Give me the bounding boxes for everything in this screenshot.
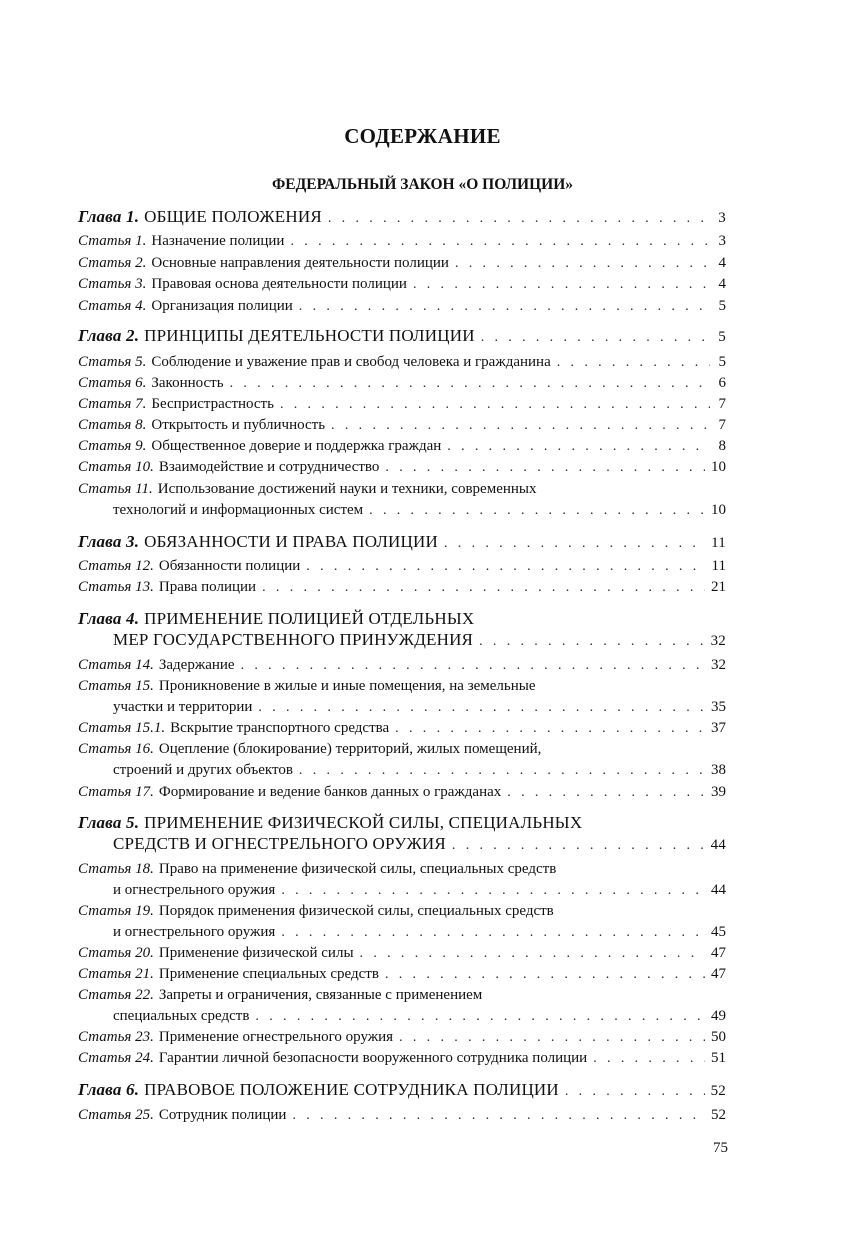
toc-article (78, 739, 726, 759)
toc-page-number: 49 (711, 1008, 726, 1024)
toc-page-number: 52 (710, 1083, 726, 1099)
article-title: Порядок применения физической силы, специальных средств (158, 903, 554, 919)
article-title: Применение физической силы (158, 945, 354, 961)
title-continuation: специальных средств (113, 1008, 250, 1024)
toc-chapter (78, 532, 726, 552)
toc-page-number: 44 (710, 837, 726, 853)
chapter-title: ПРАВОВОЕ ПОЛОЖЕНИЕ СОТРУДНИКА ПОЛИЦИИ (144, 1080, 559, 1099)
article-title: Беспристрастность (151, 396, 274, 412)
toc-article (78, 274, 726, 294)
toc-page-number: 52 (711, 1107, 726, 1123)
chapter-title: ПРИМЕНЕНИЕ ФИЗИЧЕСКОЙ СИЛЫ, СПЕЦИАЛЬНЫХ (144, 813, 583, 832)
toc-article (78, 296, 726, 316)
toc-article (78, 373, 726, 393)
toc-article (78, 782, 726, 802)
toc-page-number: 32 (710, 633, 726, 649)
dot-leader (280, 395, 710, 415)
chapter-title: ПРИНЦИПЫ ДЕЯТЕЛЬНОСТИ ПОЛИЦИИ (144, 326, 475, 345)
title-continuation: технологий и информационных систем (113, 502, 364, 518)
article-label: Статья 2. (78, 255, 147, 271)
chapter-title: ПРИМЕНЕНИЕ ПОЛИЦИЕЙ ОТДЕЛЬНЫХ (144, 609, 475, 628)
chapter-label: Глава 6. (78, 1080, 140, 1099)
dot-leader (360, 944, 705, 964)
article-label: Статья 19. (78, 903, 154, 919)
title-continuation: и огнестрельного оружия (113, 924, 276, 940)
article-title: Правовая основа деятельности полиции (151, 276, 407, 292)
article-label: Статья 10. (78, 459, 154, 475)
toc-page-number: 44 (711, 882, 726, 898)
article-title: Право на применение физической силы, специальных средств (158, 861, 557, 877)
toc-article-continuation (78, 500, 726, 520)
article-label: Статья 23. (78, 1029, 154, 1045)
dot-leader (413, 275, 710, 295)
article-title: Назначение полиции (151, 233, 285, 249)
toc-page-number: 38 (711, 762, 726, 778)
toc-article (78, 577, 726, 597)
toc-article-continuation (78, 697, 726, 717)
article-label: Статья 14. (78, 657, 154, 673)
toc-chapter (78, 1080, 726, 1100)
article-title: Общественное доверие и поддержка граждан (151, 438, 442, 454)
dot-leader (262, 578, 705, 598)
article-label: Статья 13. (78, 579, 154, 595)
dot-leader (452, 836, 705, 856)
toc-article (78, 352, 726, 372)
toc-page-number: 5 (718, 298, 726, 314)
toc-page-number: 10 (711, 459, 726, 475)
toc-chapter-continuation (78, 630, 726, 650)
dot-leader (281, 923, 705, 943)
toc-article (78, 1048, 726, 1068)
article-title: Обязанности полиции (158, 558, 301, 574)
article-title: Соблюдение и уважение прав и свобод человека и гражданина (151, 354, 551, 370)
article-label: Статья 7. (78, 396, 147, 412)
toc-page-number: 4 (718, 276, 726, 292)
toc-page-number: 5 (718, 329, 726, 345)
article-label: Статья 5. (78, 354, 147, 370)
toc-page-number: 8 (718, 438, 726, 454)
toc-article (78, 394, 726, 414)
dot-leader (593, 1049, 705, 1069)
toc-article (78, 943, 726, 963)
toc-article (78, 655, 726, 675)
toc-chapter (78, 813, 726, 833)
chapter-label: Глава 1. (78, 207, 140, 226)
article-title: Открытость и публичность (151, 417, 326, 433)
toc-article (78, 964, 726, 984)
dot-leader (306, 557, 705, 577)
toc-article (78, 479, 726, 499)
dot-leader (557, 353, 710, 373)
dot-leader (299, 761, 705, 781)
dot-leader (385, 965, 705, 985)
toc-article (78, 415, 726, 435)
article-title: Права полиции (158, 579, 257, 595)
article-label: Статья 9. (78, 438, 147, 454)
dot-leader (385, 458, 705, 478)
toc-article (78, 231, 726, 251)
dot-leader (281, 881, 705, 901)
toc-page-number: 51 (711, 1050, 726, 1066)
toc-page-number: 35 (711, 699, 726, 715)
article-title: Организация полиции (151, 298, 293, 314)
article-title: Основные направления деятельности полиции (151, 255, 449, 271)
toc-page-number: 21 (711, 579, 726, 595)
chapter-label: Глава 2. (78, 326, 140, 345)
article-title: Оцепление (блокирование) территорий, жилых помещений, (158, 741, 542, 757)
toc-article (78, 901, 726, 921)
chapter-title: ОБЩИЕ ПОЛОЖЕНИЯ (144, 207, 322, 226)
dot-leader (255, 1007, 705, 1027)
toc-article (78, 1027, 726, 1047)
dot-leader (447, 437, 710, 457)
chapter-label: Глава 5. (78, 813, 140, 832)
article-title: Использование достижений науки и техники, современных (157, 481, 537, 497)
article-label: Статья 16. (78, 741, 154, 757)
toc-page-number: 39 (711, 784, 726, 800)
article-title: Взаимодействие и сотрудничество (158, 459, 380, 475)
toc-page-number: 47 (711, 966, 726, 982)
article-label: Статья 15. (78, 678, 154, 694)
toc-article-continuation (78, 760, 726, 780)
dot-leader (299, 297, 710, 317)
article-label: Статья 4. (78, 298, 147, 314)
article-title: Законность (151, 375, 224, 391)
article-title: Применение специальных средств (158, 966, 379, 982)
toc-article (78, 1105, 726, 1125)
toc-article (78, 556, 726, 576)
toc-page-number: 10 (711, 502, 726, 518)
title-continuation: и огнестрельного оружия (113, 882, 276, 898)
article-label: Статья 11. (78, 481, 153, 497)
article-label: Статья 20. (78, 945, 154, 961)
article-title: Задержание (158, 657, 235, 673)
toc-page-number: 37 (711, 720, 726, 736)
toc-article-continuation (78, 922, 726, 942)
toc-page-number: 7 (718, 417, 726, 433)
toc-article (78, 253, 726, 273)
article-label: Статья 24. (78, 1050, 154, 1066)
toc-article (78, 985, 726, 1005)
article-title: Гарантии личной безопасности вооруженного сотрудника полиции (158, 1050, 588, 1066)
article-title: Вскрытие транспортного средства (170, 720, 390, 736)
dot-leader (399, 1028, 705, 1048)
toc-chapter-continuation (78, 834, 726, 854)
toc-page-number: 7 (718, 396, 726, 412)
toc-page-number: 4 (718, 255, 726, 271)
chapter-label: Глава 4. (78, 609, 140, 628)
dot-leader (455, 254, 710, 274)
article-label: Статья 17. (78, 784, 154, 800)
dot-leader (565, 1082, 705, 1102)
article-title: Сотрудник полиции (158, 1107, 287, 1123)
article-title: Проникновение в жилые и иные помещения, на земельные (158, 678, 536, 694)
title-continuation: МЕР ГОСУДАРСТВЕННОГО ПРИНУЖДЕНИЯ (113, 630, 474, 649)
page-number: 75 (713, 1140, 728, 1156)
article-label: Статья 3. (78, 276, 147, 292)
toc-page-number: 3 (718, 210, 726, 226)
page-title: СОДЕРЖАНИЕ (344, 124, 501, 148)
dot-leader (507, 783, 705, 803)
toc-page-number: 3 (718, 233, 726, 249)
toc-article (78, 676, 726, 696)
article-label: Статья 15.1. (78, 720, 166, 736)
toc-page-number: 11 (711, 535, 726, 551)
toc-page-number: 32 (711, 657, 726, 673)
toc-page-number: 47 (711, 945, 726, 961)
toc-article (78, 859, 726, 879)
dot-leader (258, 698, 705, 718)
toc-chapter (78, 326, 726, 346)
article-title: Запреты и ограничения, связанные с применением (158, 987, 483, 1003)
dot-leader (290, 232, 710, 252)
dot-leader (328, 209, 710, 229)
article-label: Статья 8. (78, 417, 147, 433)
article-label: Статья 25. (78, 1107, 154, 1123)
toc-chapter (78, 609, 726, 629)
dot-leader (479, 632, 704, 652)
law-title: ФЕДЕРАЛЬНЫЙ ЗАКОН «О ПОЛИЦИИ» (271, 176, 574, 193)
toc-article-continuation (78, 880, 726, 900)
title-continuation: участки и территории (113, 699, 253, 715)
dot-leader (395, 719, 705, 739)
article-label: Статья 18. (78, 861, 154, 877)
article-label: Статья 1. (78, 233, 147, 249)
toc-article-continuation (78, 1006, 726, 1026)
toc-page-number: 6 (718, 375, 726, 391)
article-title: Формирование и ведение банков данных о гражданах (158, 784, 502, 800)
dot-leader (241, 656, 705, 676)
dot-leader (292, 1106, 705, 1126)
article-label: Статья 12. (78, 558, 154, 574)
toc-page-number: 5 (718, 354, 726, 370)
article-label: Статья 22. (78, 987, 154, 1003)
toc-page-number: 45 (711, 924, 726, 940)
article-label: Статья 21. (78, 966, 154, 982)
article-title: Применение огнестрельного оружия (158, 1029, 394, 1045)
title-continuation: СРЕДСТВ И ОГНЕСТРЕЛЬНОГО ОРУЖИЯ (113, 834, 446, 853)
dot-leader (230, 374, 710, 394)
dot-leader (331, 416, 710, 436)
toc-article (78, 718, 726, 738)
toc-article (78, 457, 726, 477)
dot-leader (444, 534, 705, 554)
toc-page-number: 50 (711, 1029, 726, 1045)
dot-leader (481, 328, 710, 348)
title-continuation: строений и других объектов (113, 762, 293, 778)
article-label: Статья 6. (78, 375, 147, 391)
chapter-label: Глава 3. (78, 532, 140, 551)
chapter-title: ОБЯЗАННОСТИ И ПРАВА ПОЛИЦИИ (144, 532, 438, 551)
toc-chapter (78, 207, 726, 227)
toc-page-number: 11 (711, 558, 726, 574)
toc-article (78, 436, 726, 456)
dot-leader (369, 501, 705, 521)
